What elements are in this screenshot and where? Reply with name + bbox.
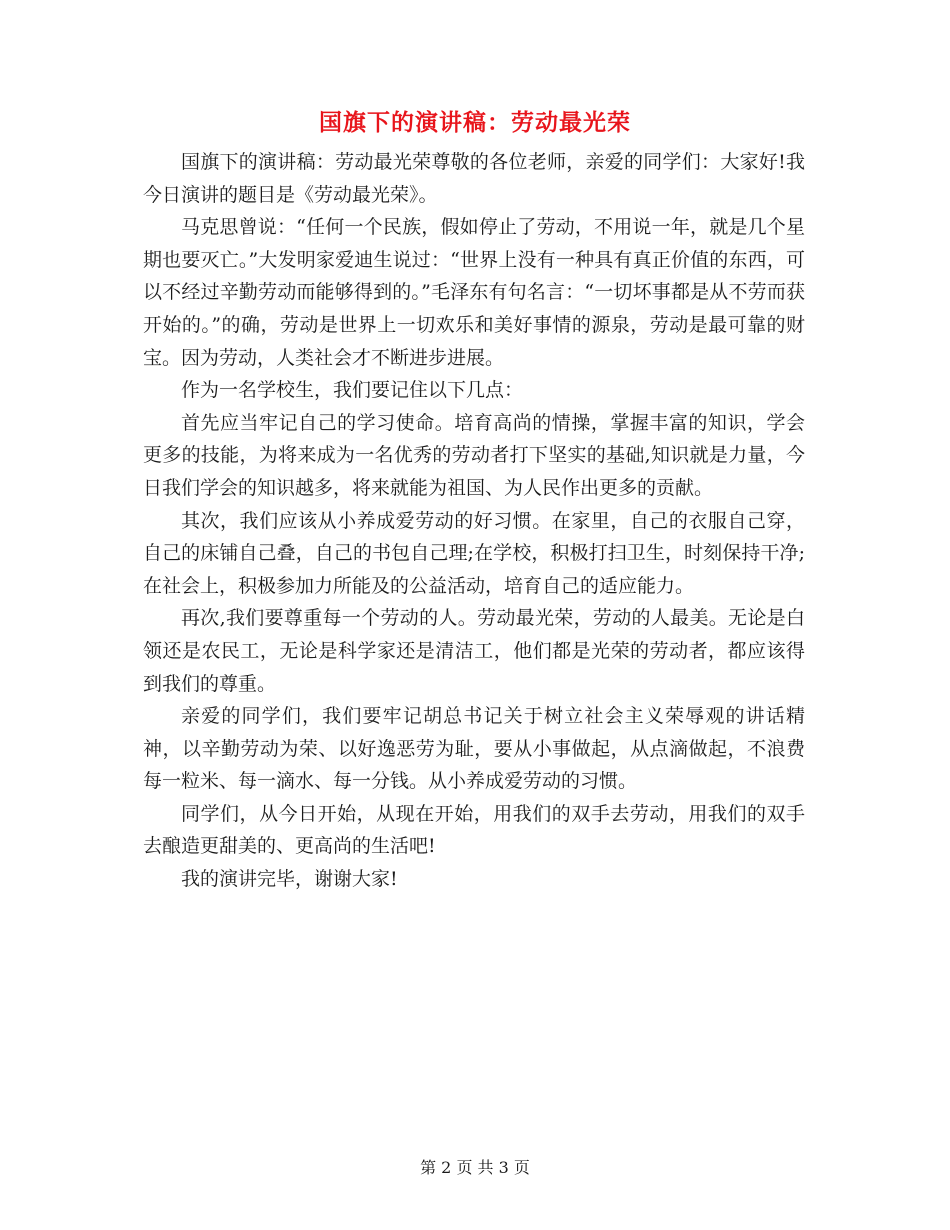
paragraph-appeal: 亲爱的同学们，我们要牢记胡总书记关于树立社会主义荣辱观的讲话精神，以辛勤劳动为荣、以好逸恶劳为耻，要从小事做起，从点滴做起，不浪费每一粒米、每一滴水、每一分钱。从小养成爱劳动的习惯。 bbox=[143, 705, 805, 793]
paragraph-point-third: 再次,我们要尊重每一个劳动的人。劳动最光荣，劳动的人最美。无论是白领还是农民工，无论是科学家还是清洁工，他们都是光荣的劳动者，都应该得到我们的尊重。 bbox=[143, 607, 805, 695]
page-number-footer: 第 2 页 共 3 页 bbox=[420, 1158, 530, 1177]
paragraph-call-to-action: 同学们，从今日开始，从现在开始，用我们的双手去劳动，用我们的双手去酿造更甜美的、更高尚的生活吧! bbox=[143, 802, 805, 858]
document-body bbox=[143, 146, 805, 896]
paragraph-point-second: 其次，我们应该从小养成爱劳动的好习惯。在家里，自己的衣服自己穿，自己的床铺自己叠，自己的书包自己理;在学校，积极打扫卫生，时刻保持干净;在社会上，积极参加力所能及的公益活动，培育自己的适应能力。 bbox=[143, 509, 805, 597]
paragraph-greeting: 国旗下的演讲稿：劳动最光荣尊敬的各位老师，亲爱的同学们：大家好!我今日演讲的题目是《劳动最光荣》。 bbox=[143, 151, 805, 206]
paragraph-closing: 我的演讲完毕，谢谢大家! bbox=[181, 868, 398, 891]
document-title: 国旗下的演讲稿：劳动最光荣 bbox=[319, 109, 631, 136]
paragraph-quotes: 马克思曾说：“任何一个民族，假如停止了劳动，不用说一年，就是几个星期也要灭亡。”大发明家爱迪生说过：“世界上没有一种具有真正价值的东西，可以不经过辛勤劳动而能够得到的。”毛泽东有句名言：“一切坏事都是从不劳而获开始的。”的确，劳动是世界上一切欢乐和美好事情的源泉，劳动是最可靠的财宝。因为劳动，人类社会才不断进步进展。 bbox=[143, 216, 805, 369]
paragraph-intro-points: 作为一名学校生，我们要记住以下几点： bbox=[181, 379, 524, 402]
paragraph-point-first: 首先应当牢记自己的学习使命。培育高尚的情操，掌握丰富的知识，学会更多的技能，为将来成为一名优秀的劳动者打下坚实的基础,知识就是力量，今日我们学会的知识越多，将来就能为祖国、为人民作出更多的贡献。 bbox=[143, 411, 805, 499]
